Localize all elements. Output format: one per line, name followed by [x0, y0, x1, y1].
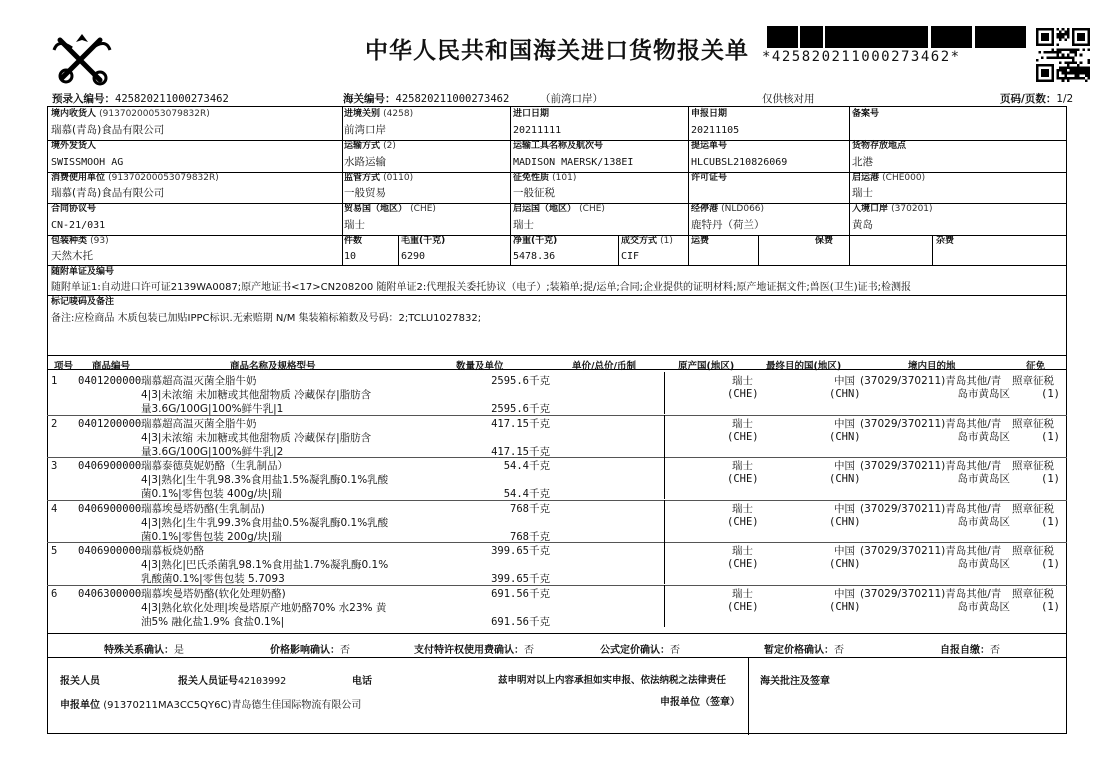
- storage-value: 北港: [852, 156, 873, 168]
- goods-domestic-line2: 岛市黄岛区: [957, 601, 1010, 613]
- declare-unit: 申报单位 (91370211MA3CC5QY6C)青岛德生佳国际物流有限公司: [60, 700, 362, 711]
- consignor-label: 境外发货人: [51, 141, 97, 151]
- goods-dest-country: 中国: [834, 502, 855, 515]
- barcode-icon: [764, 26, 1026, 48]
- goods-spec-line1: 4|3|熟化|生牛乳98.3%食用盐1.5%凝乳酶0.1%乳酸: [141, 474, 389, 487]
- goods-dest-country: 中国: [834, 375, 855, 387]
- price-effect-confirm: 价格影响确认：否: [270, 645, 350, 656]
- entry-port-value: 黄岛: [852, 219, 873, 231]
- vessel-value: MADISON MAERSK/138EI: [513, 157, 634, 168]
- marks-label: 标记唛码及备注: [51, 297, 115, 307]
- goods-levy-code: (1): [1041, 388, 1060, 400]
- goods-domestic-line1: (37029/370211)青岛其他/青: [860, 375, 1002, 387]
- goods-qty: 417.15千克: [491, 417, 550, 430]
- goods-domestic-line1: (37029/370211)青岛其他/青: [860, 588, 1002, 600]
- trade-country-label: 贸易国（地区） (CHE): [344, 204, 436, 214]
- departure-port-value: 瑞士: [852, 187, 873, 199]
- license-label: 许可证号: [691, 173, 728, 183]
- levy-nature-label: 征免性质 (101): [513, 173, 577, 183]
- goods-header-no: 项号: [54, 361, 74, 372]
- goods-qty-legal: 54.4千克: [503, 488, 550, 501]
- goods-header-name: 商品名称及规格型号: [230, 361, 316, 372]
- marks-value: 备注:应检商品 木质包装已加贴IPPC标识.无索赔期 N/M 集装箱标箱数及号码：2;TCLU1027832;: [51, 313, 482, 324]
- goods-code: 0406900000: [78, 502, 142, 515]
- goods-levy-code: (1): [1041, 601, 1060, 613]
- customs-approval-label: 海关批注及签章: [760, 676, 830, 687]
- goods-spec-line1: 4|3|未浓缩 未加糖或其他甜物质 冷藏保存|脂肪含: [141, 389, 372, 401]
- goods-levy: 照章征税: [1012, 460, 1054, 473]
- goods-spec-line2: 量3.6G/100G|100%鲜牛乳|2: [141, 445, 284, 458]
- goods-item-no: 3: [51, 460, 58, 473]
- departure-country-value: 瑞士: [513, 219, 534, 231]
- goods-domestic-line1: (37029/370211)青岛其他/青: [860, 460, 1002, 473]
- goods-levy: 照章征税: [1012, 588, 1054, 600]
- goods-dest-code: (CHN): [829, 430, 861, 443]
- freight-label: 运费: [691, 236, 710, 246]
- customs-no: 海关编号：425820211000273462: [343, 93, 510, 105]
- provisional-price-confirm: 暂定价格确认：否: [764, 645, 844, 656]
- goods-dest-country: 中国: [834, 588, 855, 600]
- goods-spec-line2: 乳酸菌0.1%|零售包装 5.7093: [141, 573, 285, 586]
- goods-dest-code: (CHN): [829, 473, 861, 486]
- transport-mode-value: 水路运输: [344, 156, 386, 168]
- goods-origin-country: 瑞士: [732, 375, 753, 387]
- goods-header-levy: 征免: [1026, 361, 1046, 372]
- transit-port-label: 经停港 (NLD066): [691, 204, 765, 214]
- statement: 兹申明对以上内容承担如实申报、依法纳税之法律责任: [498, 675, 727, 686]
- pieces-value: 10: [344, 251, 357, 262]
- goods-levy: 照章征税: [1012, 502, 1054, 515]
- supervision-value: 一般贸易: [344, 187, 386, 199]
- goods-domestic-line2: 岛市黄岛区: [957, 473, 1010, 486]
- barcode-text: *425820211000273462*: [762, 49, 961, 65]
- goods-dest-country: 中国: [834, 460, 855, 473]
- bill-no-label: 提运单号: [691, 141, 728, 151]
- departure-country-label: 启运国（地区） (CHE): [513, 204, 605, 214]
- import-date-label: 进口日期: [513, 109, 550, 119]
- goods-dest-code: (CHN): [829, 515, 861, 528]
- goods-spec-line2: 量3.6G/100G|100%鲜牛乳|1: [141, 403, 284, 415]
- package-type-label: 包装种类 (93): [51, 236, 109, 246]
- goods-origin-code: (CHE): [727, 430, 759, 443]
- goods-origin-country: 瑞士: [732, 545, 753, 558]
- goods-levy-code: (1): [1041, 558, 1060, 571]
- declare-date-label: 申报日期: [691, 109, 728, 119]
- import-date-value: 20211111: [513, 125, 562, 136]
- goods-levy-code: (1): [1041, 473, 1060, 486]
- entry-customs-label: 进境关别 (4258): [344, 109, 414, 119]
- customs-emblem-icon: [48, 28, 116, 86]
- special-relation-confirm: 特殊关系确认：是: [104, 645, 184, 656]
- declarant-label: 报关人员: [60, 676, 100, 687]
- net-weight-value: 5478.36: [513, 251, 556, 262]
- goods-qty: 54.4千克: [503, 460, 550, 473]
- consumer-value: 瑞慕(青岛)食品有限公司: [51, 187, 165, 199]
- goods-spec-line2: 菌0.1%|零售包装 400g/块|瑞: [141, 488, 282, 501]
- goods-dest-country: 中国: [834, 545, 855, 558]
- contract-value: CN-21/031: [51, 220, 106, 231]
- goods-spec-line2: 油5% 融化盐1.9% 食盐0.1%|: [141, 616, 285, 628]
- goods-origin-country: 瑞士: [732, 502, 753, 515]
- goods-qty-legal: 768千克: [510, 530, 550, 543]
- goods-qty-legal: 2595.6千克: [491, 403, 550, 415]
- goods-spec-line1: 4|3|熟化|巴氏杀菌乳98.1%食用盐1.7%凝乳酶0.1%: [141, 559, 389, 572]
- entry-port-label: 入境口岸 (370201): [852, 204, 933, 214]
- qr-code-icon: [1036, 28, 1090, 82]
- goods-domestic-line2: 岛市黄岛区: [957, 388, 1010, 400]
- self-pay-confirm: 自报自缴：否: [940, 645, 1000, 656]
- goods-origin-country: 瑞士: [732, 588, 753, 600]
- goods-name: 瑞慕板烧奶酪: [141, 545, 204, 558]
- entry-customs-value: 前湾口岸: [344, 124, 386, 136]
- gross-weight-label: 毛重(千克): [401, 236, 446, 246]
- goods-levy-code: (1): [1041, 430, 1060, 443]
- goods-qty: 399.65千克: [491, 545, 550, 558]
- goods-item-no: 4: [51, 502, 58, 515]
- goods-levy-code: (1): [1041, 515, 1060, 528]
- goods-spec-line2: 菌0.1%|零售包装 200g/块|瑞: [141, 530, 282, 543]
- storage-label: 货物存放地点: [852, 141, 907, 151]
- port-note: （前湾口岸）: [540, 93, 603, 105]
- goods-code: 0401200000: [78, 417, 142, 430]
- goods-origin-country: 瑞士: [732, 417, 753, 430]
- formula-price-confirm: 公式定价确认：否: [600, 645, 680, 656]
- goods-domestic-line2: 岛市黄岛区: [957, 515, 1010, 528]
- goods-spec-line1: 4|3|熟化|生牛乳99.3%食用盐0.5%凝乳酶0.1%乳酸: [141, 516, 389, 529]
- goods-header-qty: 数量及单位: [456, 361, 504, 372]
- goods-code: 0406900000: [78, 460, 142, 473]
- pieces-label: 件数: [344, 236, 363, 246]
- goods-qty-legal: 417.15千克: [491, 445, 550, 458]
- goods-header-dest: 最终目的国(地区): [766, 361, 842, 372]
- goods-header-origin: 原产国(地区): [678, 361, 735, 372]
- consignee-label: 境内收货人 (91370200053079832R): [51, 109, 210, 119]
- declare-date-value: 20211105: [691, 125, 740, 136]
- goods-code: 0406300000: [78, 588, 142, 600]
- goods-name: 瑞慕埃曼塔奶酪(软化处理奶酪): [141, 588, 286, 600]
- goods-origin-code: (CHE): [727, 601, 759, 613]
- net-weight-label: 净重(千克): [513, 236, 558, 246]
- goods-spec-line1: 4|3|未浓缩 未加糖或其他甜物质 冷藏保存|脂肪含: [141, 431, 372, 444]
- attached-docs-label: 随附单证及编号: [51, 267, 115, 277]
- goods-qty: 691.56千克: [491, 588, 550, 600]
- consumer-label: 消费使用单位 (91370200053079832R): [51, 173, 219, 183]
- consignor-value: SWISSMOOH AG: [51, 157, 124, 168]
- goods-domestic-line1: (37029/370211)青岛其他/青: [860, 417, 1002, 430]
- declarant-cert: 报关人员证号42103992: [178, 676, 287, 687]
- goods-code: 0406900000: [78, 545, 142, 558]
- goods-origin-code: (CHE): [727, 515, 759, 528]
- goods-domestic-line2: 岛市黄岛区: [957, 558, 1010, 571]
- goods-name: 瑞慕泰德莫妮奶酪（生乳制品）: [141, 460, 288, 473]
- goods-levy: 照章征税: [1012, 417, 1054, 430]
- goods-origin-code: (CHE): [727, 388, 759, 400]
- goods-origin-code: (CHE): [727, 473, 759, 486]
- misc-fee-label: 杂费: [936, 236, 955, 246]
- goods-levy: 照章征税: [1012, 375, 1054, 387]
- goods-domestic-line2: 岛市黄岛区: [957, 430, 1010, 443]
- page-number: 页码/页数：1/2: [1000, 93, 1074, 105]
- goods-origin-code: (CHE): [727, 558, 759, 571]
- supervision-label: 监管方式 (0110): [344, 173, 414, 183]
- declare-unit-seal: 申报单位（签章）: [660, 697, 740, 708]
- goods-dest-code: (CHN): [829, 601, 861, 613]
- goods-dest-code: (CHN): [829, 558, 861, 571]
- goods-qty-legal: 691.56千克: [491, 616, 550, 628]
- contract-label: 合同协议号: [51, 204, 97, 214]
- departure-port-label: 启运港 (CHE000): [852, 173, 926, 183]
- gross-weight-value: 6290: [401, 251, 426, 262]
- royalty-confirm: 支付特许权使用费确认：否: [414, 645, 534, 656]
- page-title: 中华人民共和国海关进口货物报关单: [365, 37, 749, 64]
- attached-docs-value: 随附单证1:自动进口许可证2139WA0087;原产地证书<17>CN208200 随附单证2:代理报关委托协议（电子）;装箱单;提/运单;合同;企业提供的证明材料;原产地证据文件;兽医(卫生)证书;检测报: [51, 282, 911, 293]
- consignee-value: 瑞慕(青岛)食品有限公司: [51, 124, 165, 136]
- package-type-value: 天然木托: [51, 250, 93, 262]
- goods-qty-legal: 399.65千克: [491, 573, 550, 586]
- goods-origin-country: 瑞士: [732, 460, 753, 473]
- goods-header-domestic: 境内目的地: [908, 361, 956, 372]
- transit-port-value: 鹿特丹（荷兰）: [691, 219, 765, 231]
- levy-nature-value: 一般征税: [513, 187, 555, 199]
- vessel-label: 运输工具名称及航次号: [513, 141, 604, 151]
- goods-dest-country: 中国: [834, 417, 855, 430]
- goods-domestic-line1: (37029/370211)青岛其他/青: [860, 502, 1002, 515]
- goods-code: 0401200000: [78, 375, 142, 387]
- goods-name: 瑞慕埃曼塔奶酪(生乳制品): [141, 502, 265, 515]
- goods-item-no: 1: [51, 375, 58, 387]
- goods-qty: 768千克: [510, 502, 550, 515]
- trade-country-value: 瑞士: [344, 219, 365, 231]
- goods-header-price: 单价/总价/币制: [572, 361, 636, 372]
- record-no-label: 备案号: [852, 109, 880, 119]
- goods-domestic-line1: (37029/370211)青岛其他/青: [860, 545, 1002, 558]
- pre-entry-no: 预录入编号：425820211000273462: [52, 93, 229, 105]
- goods-dest-code: (CHN): [829, 388, 861, 400]
- goods-item-no: 2: [51, 417, 58, 430]
- transport-mode-label: 运输方式 (2): [344, 141, 396, 151]
- goods-name: 瑞慕超高温灭菌全脂牛奶: [141, 375, 257, 387]
- goods-qty: 2595.6千克: [491, 375, 550, 387]
- goods-levy: 照章征税: [1012, 545, 1054, 558]
- phone-label: 电话: [352, 676, 372, 687]
- bill-no-value: HLCUBSL210826069: [691, 157, 788, 168]
- goods-item-no: 5: [51, 545, 58, 558]
- goods-name: 瑞慕超高温灭菌全脂牛奶: [141, 417, 257, 430]
- goods-item-no: 6: [51, 588, 58, 600]
- deal-mode-label: 成交方式 (1): [621, 236, 673, 246]
- verify-note: 仅供核对用: [762, 93, 815, 105]
- goods-header-code: 商品编号: [92, 361, 131, 372]
- goods-spec-line1: 4|3|熟化软化处理|埃曼塔原产地奶酪70% 水23% 黄: [141, 602, 387, 614]
- deal-mode-value: CIF: [621, 251, 640, 262]
- insurance-label: 保费: [815, 236, 834, 246]
